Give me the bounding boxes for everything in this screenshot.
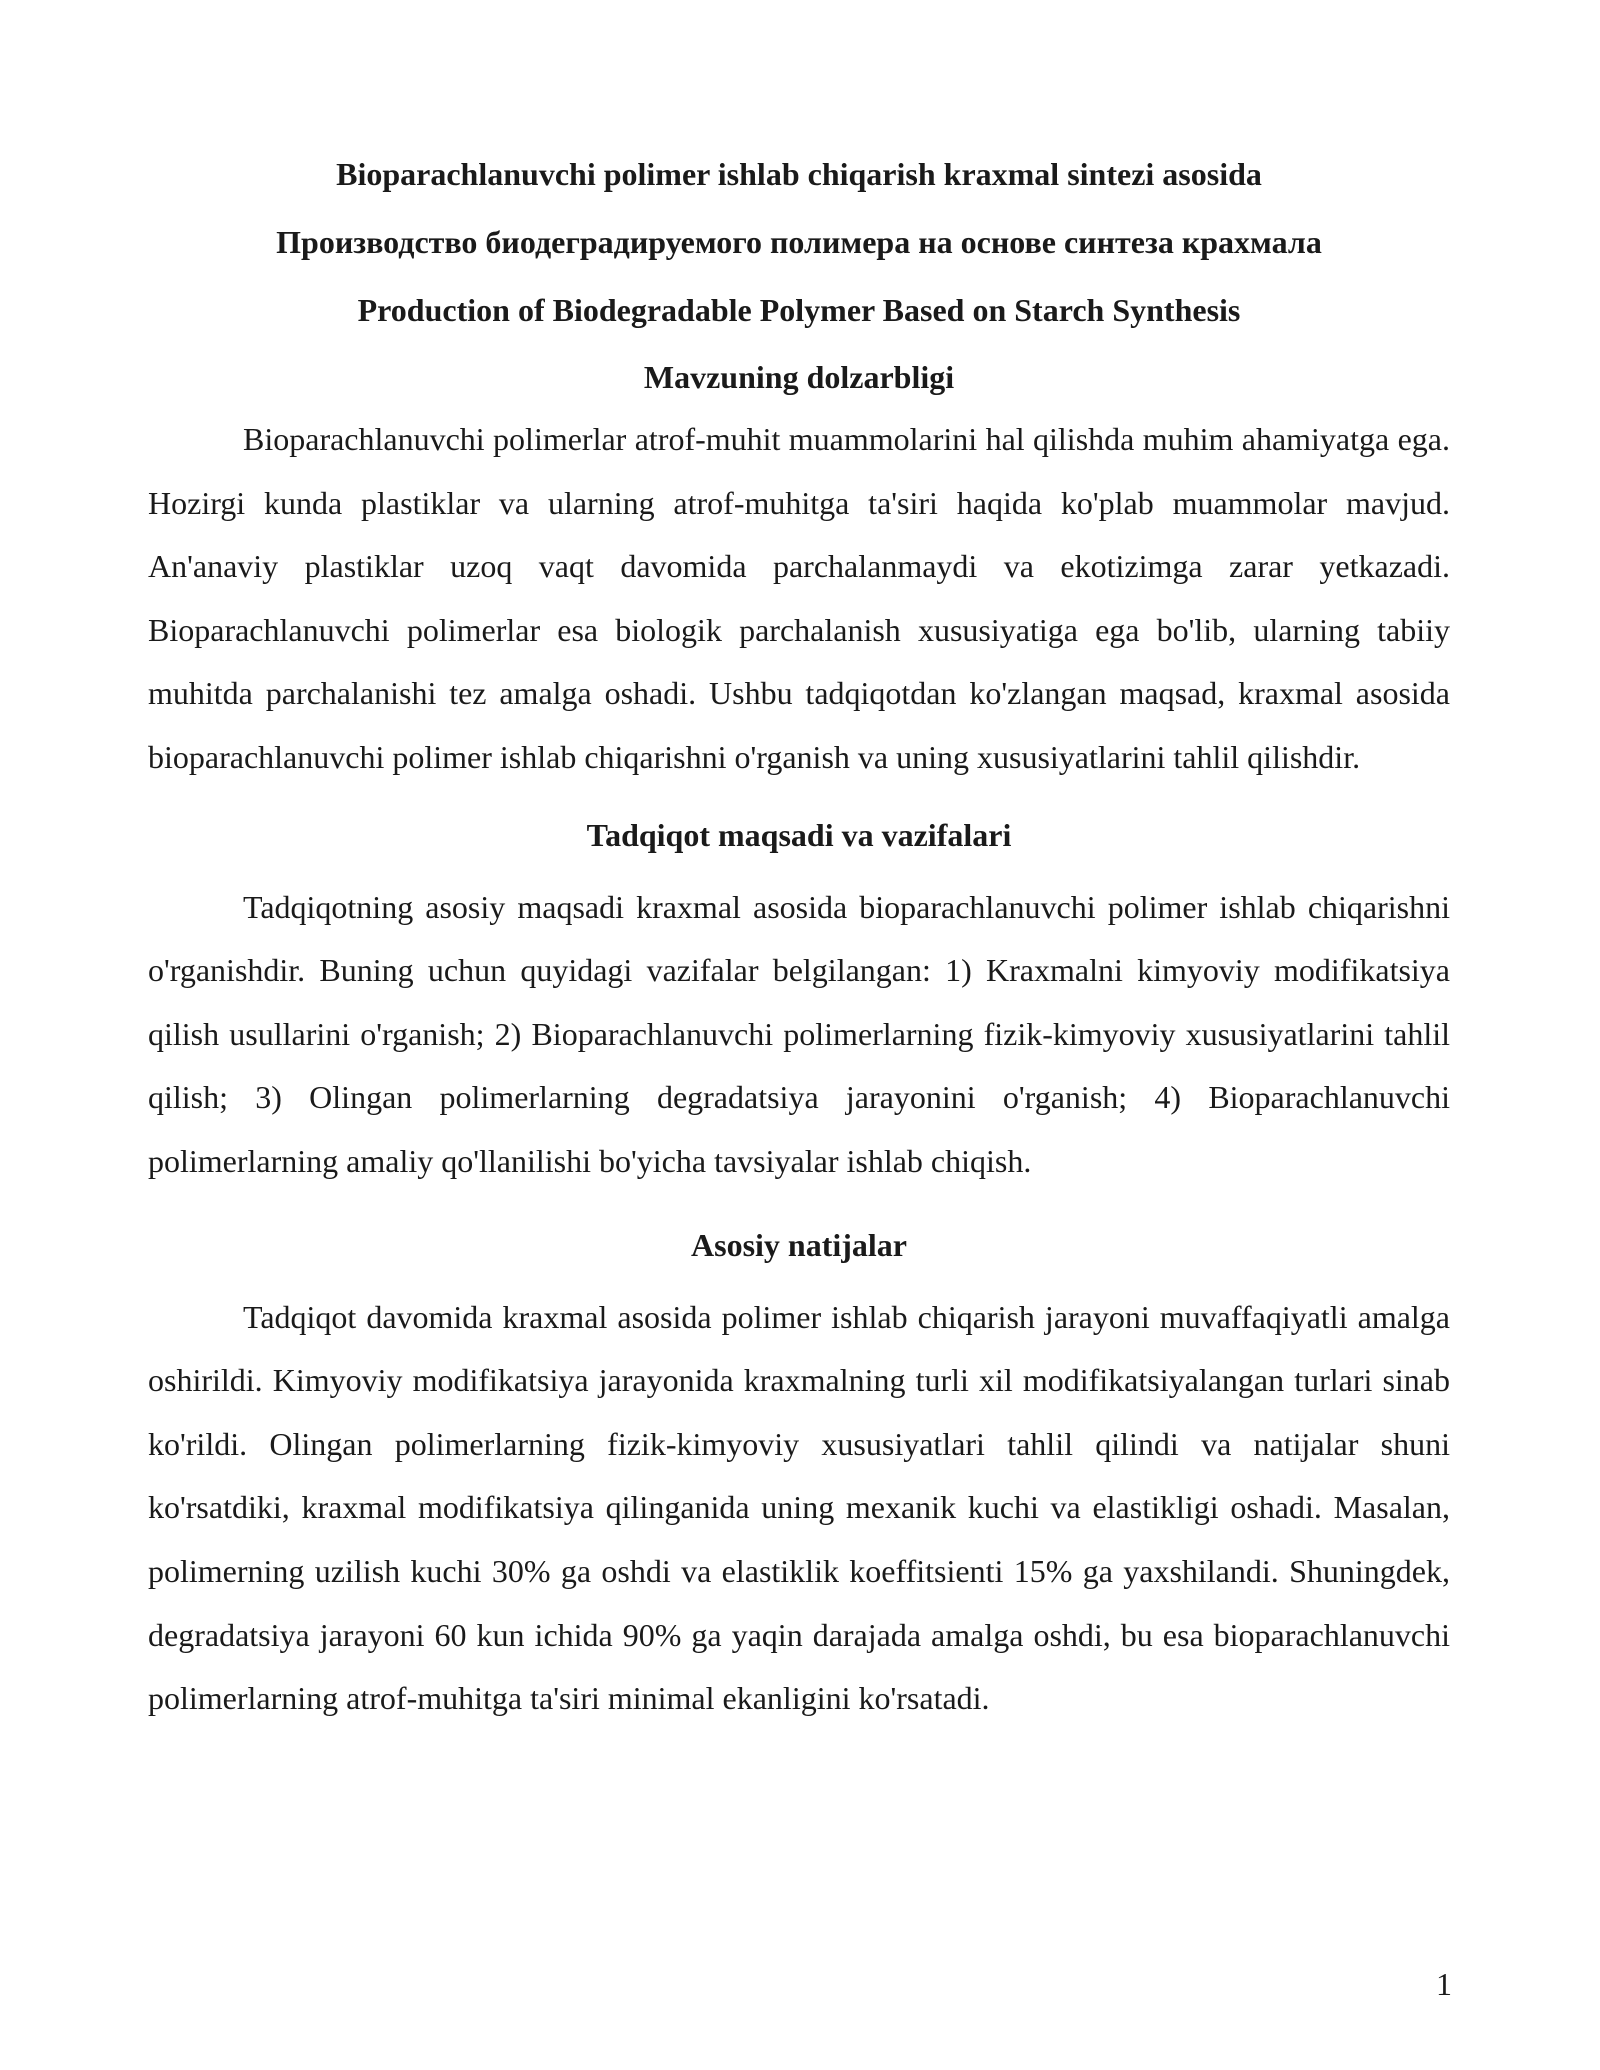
page-content (148, 140, 1450, 1731)
page-number: 1 (1436, 1966, 1452, 2002)
section-paragraph-relevance: Bioparachlanuvchi polimerlar atrof-muhit muammolarini hal qilishda muhim ahamiyatga ega. Hozirgi kunda plastiklar va ularning atrof-muhitga ta'siri haqida ko'plab muammolar mavjud. An'anaviy plastiklar uzoq vaqt davomida parchalanmaydi va ekotizimga zarar yetkazadi. Bioparachlanuvchi polimerlar esa biologik parchalanish xususiyatiga ega bo'lib, ularning tabiiy muhitda parchalanishi tez amalga oshadi. Ushbu tadqiqotdan ko'zlangan maqsad, kraxmal asosida bioparachlanuvchi polimer ishlab chiqarishni o'rganish va uning xususiyatlarini tahlil qilishdir. (148, 421, 1450, 775)
title-uzbek: Bioparachlanuvchi polimer ishlab chiqarish kraxmal sintezi asosida (336, 156, 1262, 192)
title-russian: Производство биодеградируемого полимера на основе синтеза крахмала (276, 224, 1322, 260)
title-block (148, 140, 1450, 344)
section-heading-goals: Tadqiqot maqsadi va vazifalari (586, 816, 1012, 853)
section-heading-relevance: Mavzuning dolzarbligi (643, 359, 955, 395)
section-paragraph-results: Tadqiqot davomida kraxmal asosida polimer ishlab chiqarish jarayoni muvaffaqiyatli amalga oshirildi. Kimyoviy modifikatsiya jarayonida kraxmalning turli xil modifikatsiyalangan turlari sinab ko'rildi. Olingan polimerlarning fizik-kimyoviy xususiyatlari tahlil qilindi va natijalar shuni ko'rsatdiki, kraxmal modifikatsiya qilinganida uning mexanik kuchi va elastikligi oshadi. Masalan, polimerning uzilish kuchi 30% ga oshdi va elastiklik koeffitsienti 15% ga yaxshilandi. Shuningdek, degradatsiya jarayoni 60 kun ichida 90% ga yaqin darajada amalga oshdi, bu esa bioparachlanuvchi polimerlarning atrof-muhitga ta'siri minimal ekanligini ko'rsatadi. (148, 1298, 1450, 1717)
title-english: Production of Biodegradable Polymer Based on Starch Synthesis (357, 292, 1241, 328)
section-heading-results: Asosiy natijalar (691, 1226, 907, 1263)
section-paragraph-goals: Tadqiqotning asosiy maqsadi kraxmal asosida bioparachlanuvchi polimer ishlab chiqarishni o'rganishdir. Buning uchun quyidagi vazifalar belgilangan: 1) Kraxmalni kimyoviy modifikatsiya qilish usullarini o'rganish; 2) Bioparachlanuvchi polimerlarning fizik-kimyoviy xususiyatlarini tahlil qilish; 3) Olingan polimerlarning degradatsiya jarayonini o'rganish; 4) Bioparachlanuvchi polimerlarning amaliy qo'llanilishi bo'yicha tavsiyalar ishlab chiqish. (148, 888, 1450, 1179)
